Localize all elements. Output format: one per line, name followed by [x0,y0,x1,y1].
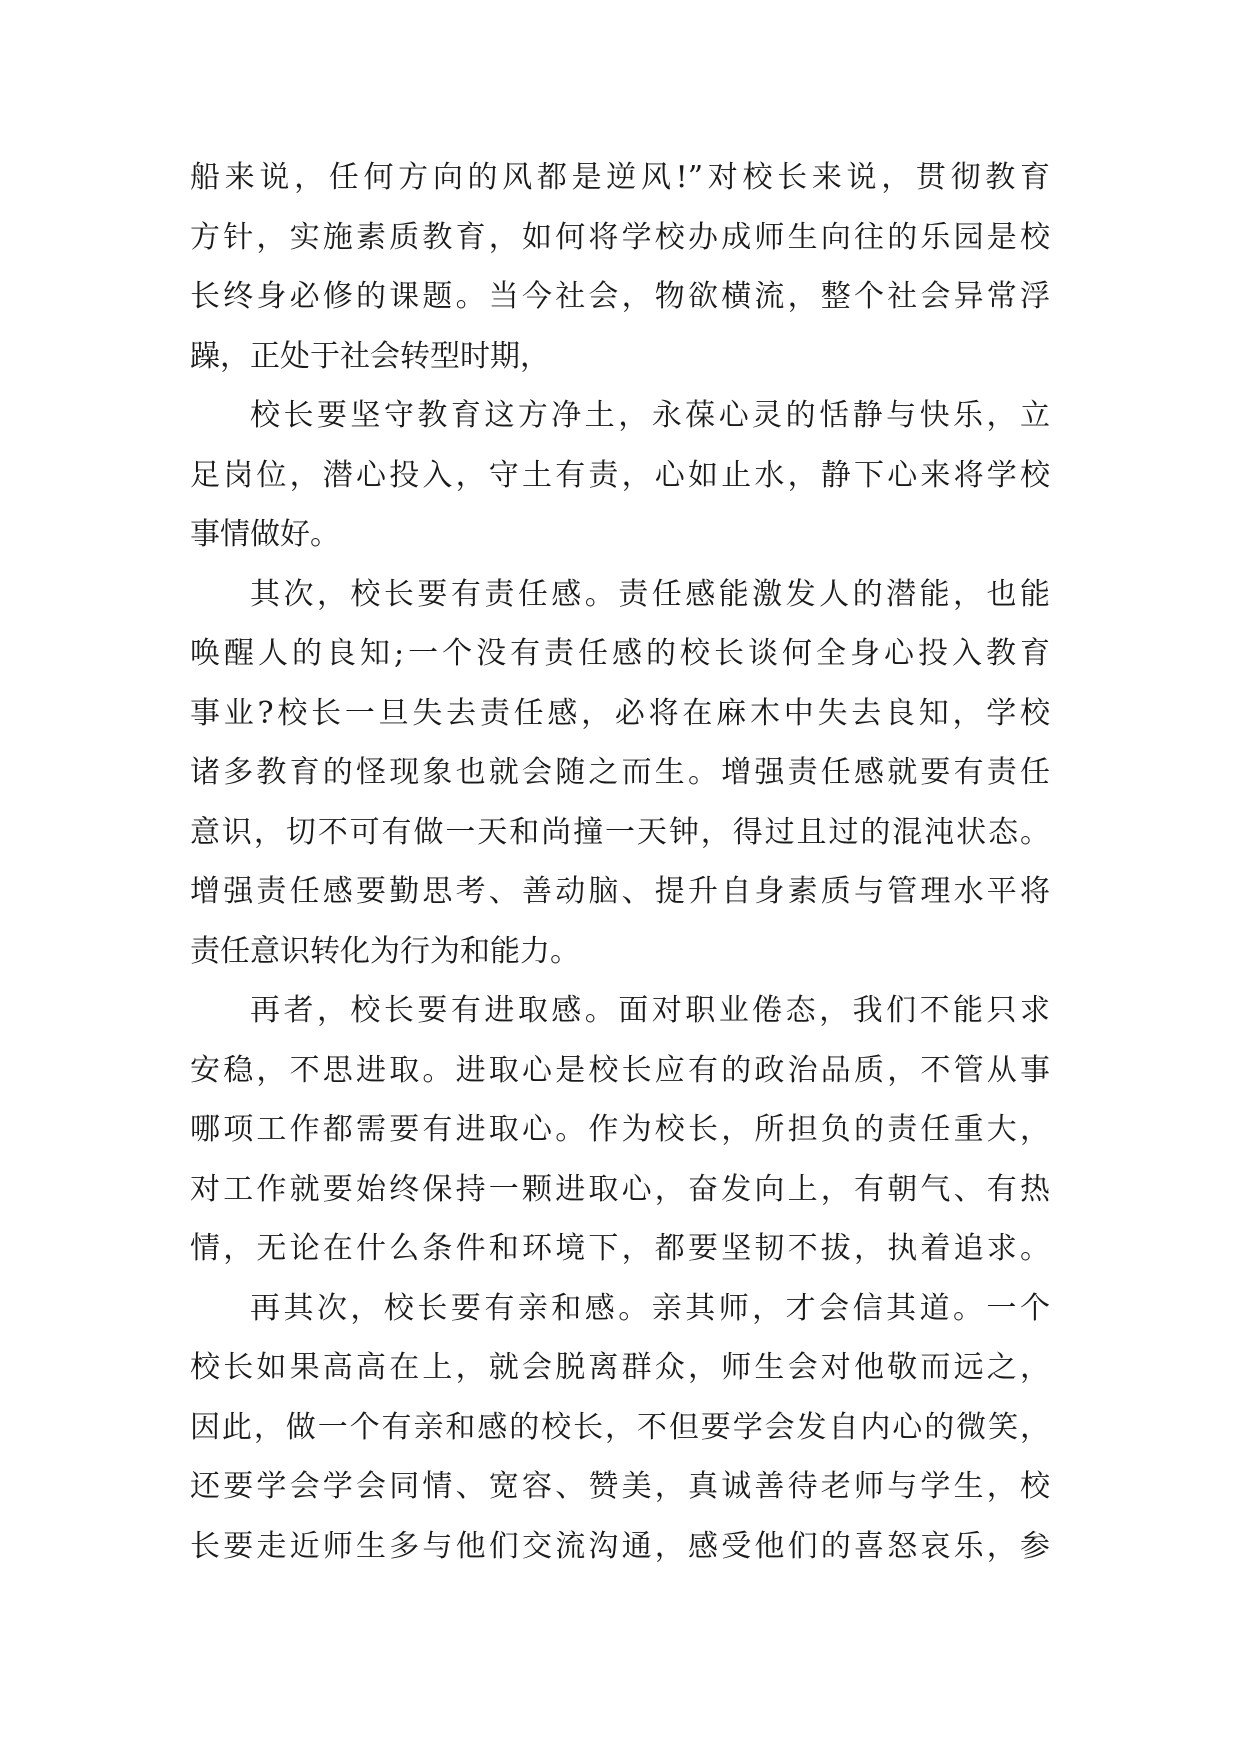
text-line: 诸多教育的怪现象也就会随之而生。增强责任感就要有责任 [190,755,1050,790]
text-line: 长终身必修的课题。当今社会，物欲横流，整个社会异常浮 [190,279,1050,314]
body-text [190,148,1050,1576]
text-line: 长要走近师生多与他们交流沟通，感受他们的喜怒哀乐，参 [190,1528,1050,1564]
text-line: 足岗位，潜心投入，守土有责，心如止水，静下心来将学校 [190,457,1050,493]
text-line: 责任意识转化为行为和能力。 [190,933,580,969]
text-line: 安稳，不思进取。进取心是校长应有的政治品质，不管从事 [190,1052,1050,1088]
paragraph-first-line: 再其次，校长要有亲和感。亲其师，才会信其道。一个 [250,1290,1050,1326]
text-line: 因此，做一个有亲和感的校长，不但要学会发自内心的微笑， [190,1409,1050,1445]
text-line: 事情做好。 [190,517,340,552]
paragraph-first-line: 再者，校长要有进取感。面对职业倦态，我们不能只求 [250,993,1050,1028]
text-line: 对工作就要始终保持一颗进取心，奋发向上，有朝气、有热 [190,1171,1050,1207]
text-line: 校长如果高高在上，就会脱离群众，师生会对他敬而远之， [190,1350,1050,1385]
paragraph-first-line: 校长要坚守教育这方净土，永葆心灵的恬静与快乐，立 [250,398,1050,433]
text-line: 还要学会学会同情、宽容、赞美，真诚善待老师与学生，校 [190,1469,1050,1504]
text-line: 增强责任感要勤思考、善动脑、提升自身素质与管理水平将 [190,874,1050,909]
text-line: 哪项工作都需要有进取心。作为校长，所担负的责任重大， [190,1112,1050,1147]
text-line: 唤醒人的良知;一个没有责任感的校长谈何全身心投入教育 [190,636,1050,671]
text-line: 方针，实施素质教育，如何将学校办成师生向往的乐园是校 [190,219,1050,255]
text-line: 躁，正处于社会转型时期， [190,338,550,374]
text-line: 情，无论在什么条件和环境下，都要坚韧不拔，执着追求。 [190,1231,1050,1266]
paragraph-first-line: 其次，校长要有责任感。责任感能激发人的潜能，也能 [250,576,1050,612]
text-line: 事业?校长一旦失去责任感，必将在麻木中失去良知，学校 [190,695,1050,731]
text-line: 意识，切不可有做一天和尚撞一天钟，得过且过的混沌状态。 [190,814,1050,850]
text-line: 船来说，任何方向的风都是逆风!”对校长来说，贯彻教育 [190,160,1050,195]
